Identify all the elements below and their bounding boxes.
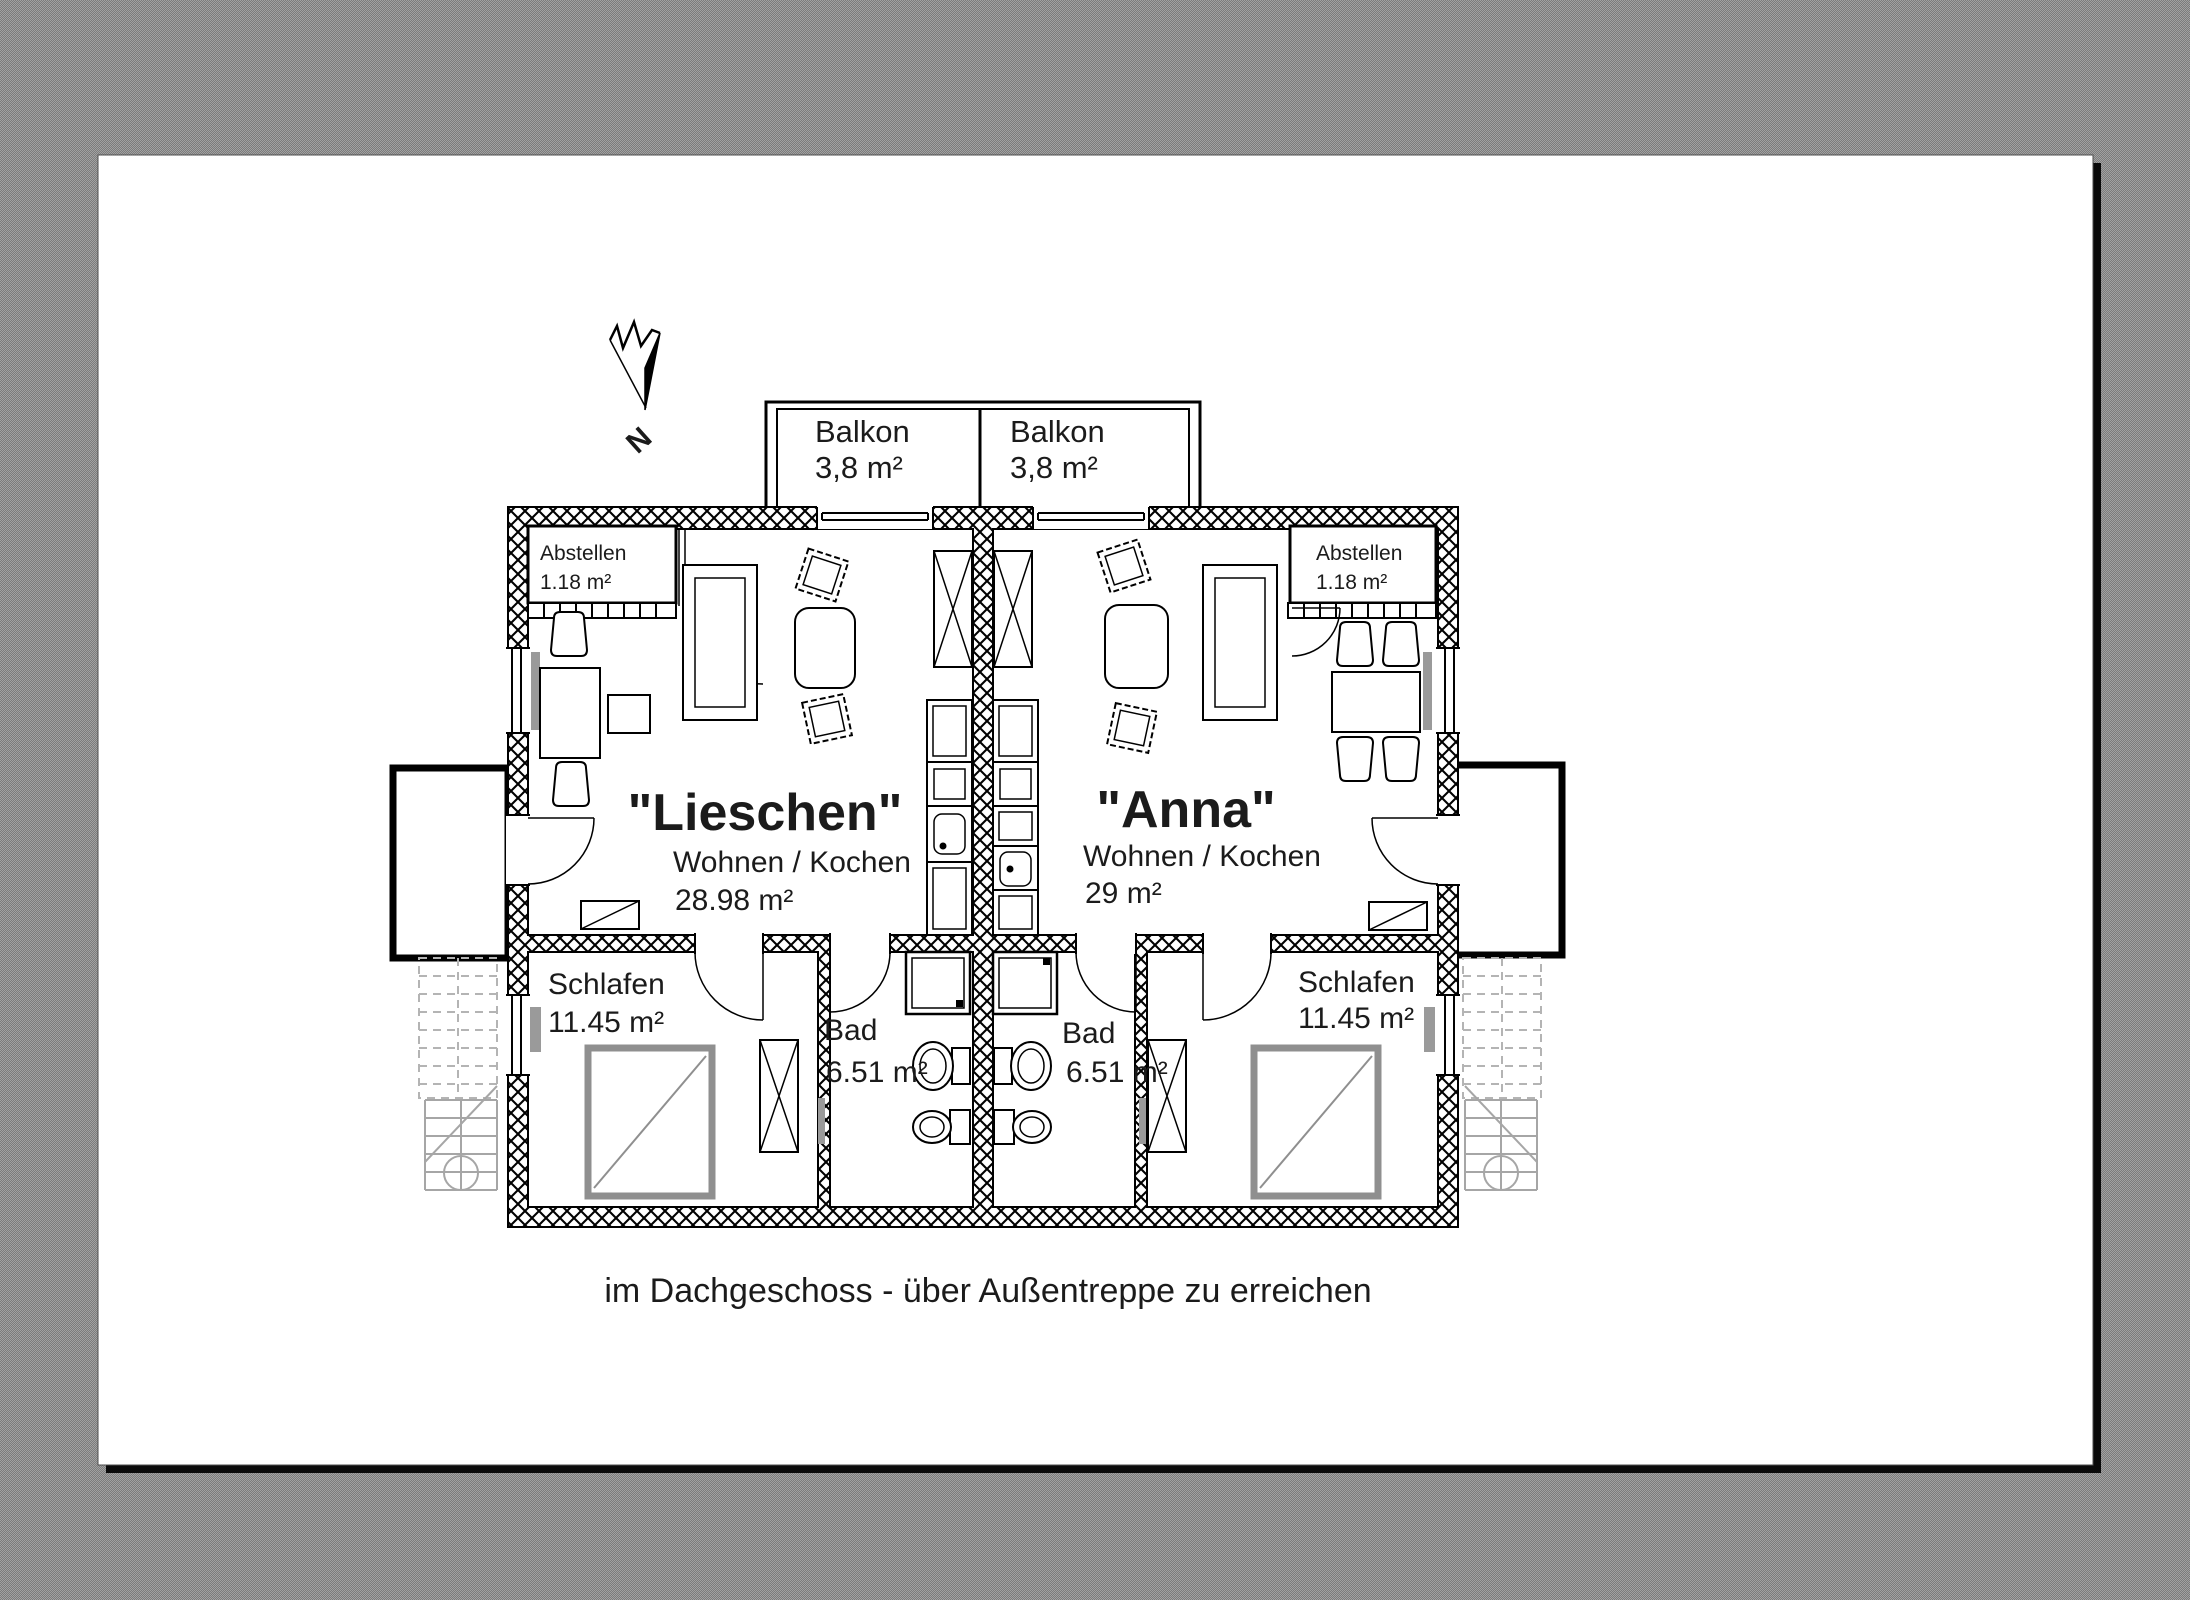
sofa — [683, 565, 757, 720]
dining-chair — [1383, 737, 1419, 781]
room-area-lieschen: 28.98 m² — [675, 884, 794, 917]
room-label-anna: Wohnen / Kochen — [1083, 840, 1321, 873]
shower — [906, 952, 970, 1014]
paper-shadow-bottom — [106, 1465, 2101, 1473]
side-table — [608, 695, 650, 733]
bedroom-right-label: Schlafen — [1298, 966, 1415, 999]
dining-chair — [1383, 622, 1419, 666]
storage-right-area: 1.18 m² — [1316, 571, 1388, 594]
shower — [993, 952, 1057, 1014]
storage-left-area: 1.18 m² — [540, 571, 612, 594]
balcony-left-area: 3,8 m² — [815, 450, 903, 485]
wardrobe — [994, 551, 1032, 667]
dining-chair — [1337, 622, 1373, 666]
dining-chair — [1337, 737, 1373, 781]
room-label-lieschen: Wohnen / Kochen — [673, 846, 911, 879]
plan-caption: im Dachgeschoss - über Außentreppe zu erreichen — [604, 1272, 1372, 1310]
window-left-wohnen — [506, 648, 540, 733]
balcony-left-label: Balkon — [815, 414, 910, 449]
landing-left — [393, 768, 508, 958]
desk-chair-top — [551, 612, 587, 656]
sofa — [1203, 565, 1277, 720]
stool — [802, 694, 852, 744]
window-right-wohnen — [1423, 648, 1460, 733]
bedroom-left-area: 11.45 m² — [548, 1006, 665, 1039]
kitchen-units-left — [927, 700, 972, 935]
stool — [1107, 703, 1157, 753]
apartment-name-anna: "Anna" — [1096, 781, 1276, 839]
bath-right-area: 6.51 m² — [1066, 1056, 1168, 1089]
landing-right — [1455, 765, 1562, 955]
bath-right-label: Bad — [1062, 1017, 1116, 1050]
toilet — [994, 1110, 1051, 1144]
balcony-right-label: Balkon — [1010, 414, 1105, 449]
bath-left-label: Bad — [824, 1014, 878, 1047]
north-label: N — [620, 421, 659, 461]
balcony-door-right — [1033, 503, 1149, 529]
desk-chair-bottom — [553, 762, 589, 806]
room-area-anna: 29 m² — [1085, 877, 1162, 910]
sink — [994, 1042, 1051, 1090]
bedroom-left-label: Schlafen — [548, 968, 665, 1001]
paper-shadow-right — [2093, 163, 2101, 1465]
storage-left-label: Abstellen — [540, 542, 627, 565]
armchair — [795, 608, 855, 688]
bath-left-area: 6.51 m² — [826, 1056, 928, 1089]
toilet — [913, 1110, 970, 1144]
desk — [540, 668, 600, 758]
kitchen-units-right — [993, 700, 1038, 935]
armchair — [1105, 605, 1168, 688]
storage-right-label: Abstellen — [1316, 542, 1403, 565]
balcony-door-left — [817, 503, 933, 529]
wardrobe — [760, 1040, 798, 1152]
apartment-name-lieschen: "Lieschen" — [627, 784, 903, 842]
balcony-right-area: 3,8 m² — [1010, 450, 1098, 485]
dining-table — [1332, 672, 1420, 732]
wardrobe — [934, 551, 972, 667]
bedroom-right-area: 11.45 m² — [1298, 1002, 1415, 1035]
